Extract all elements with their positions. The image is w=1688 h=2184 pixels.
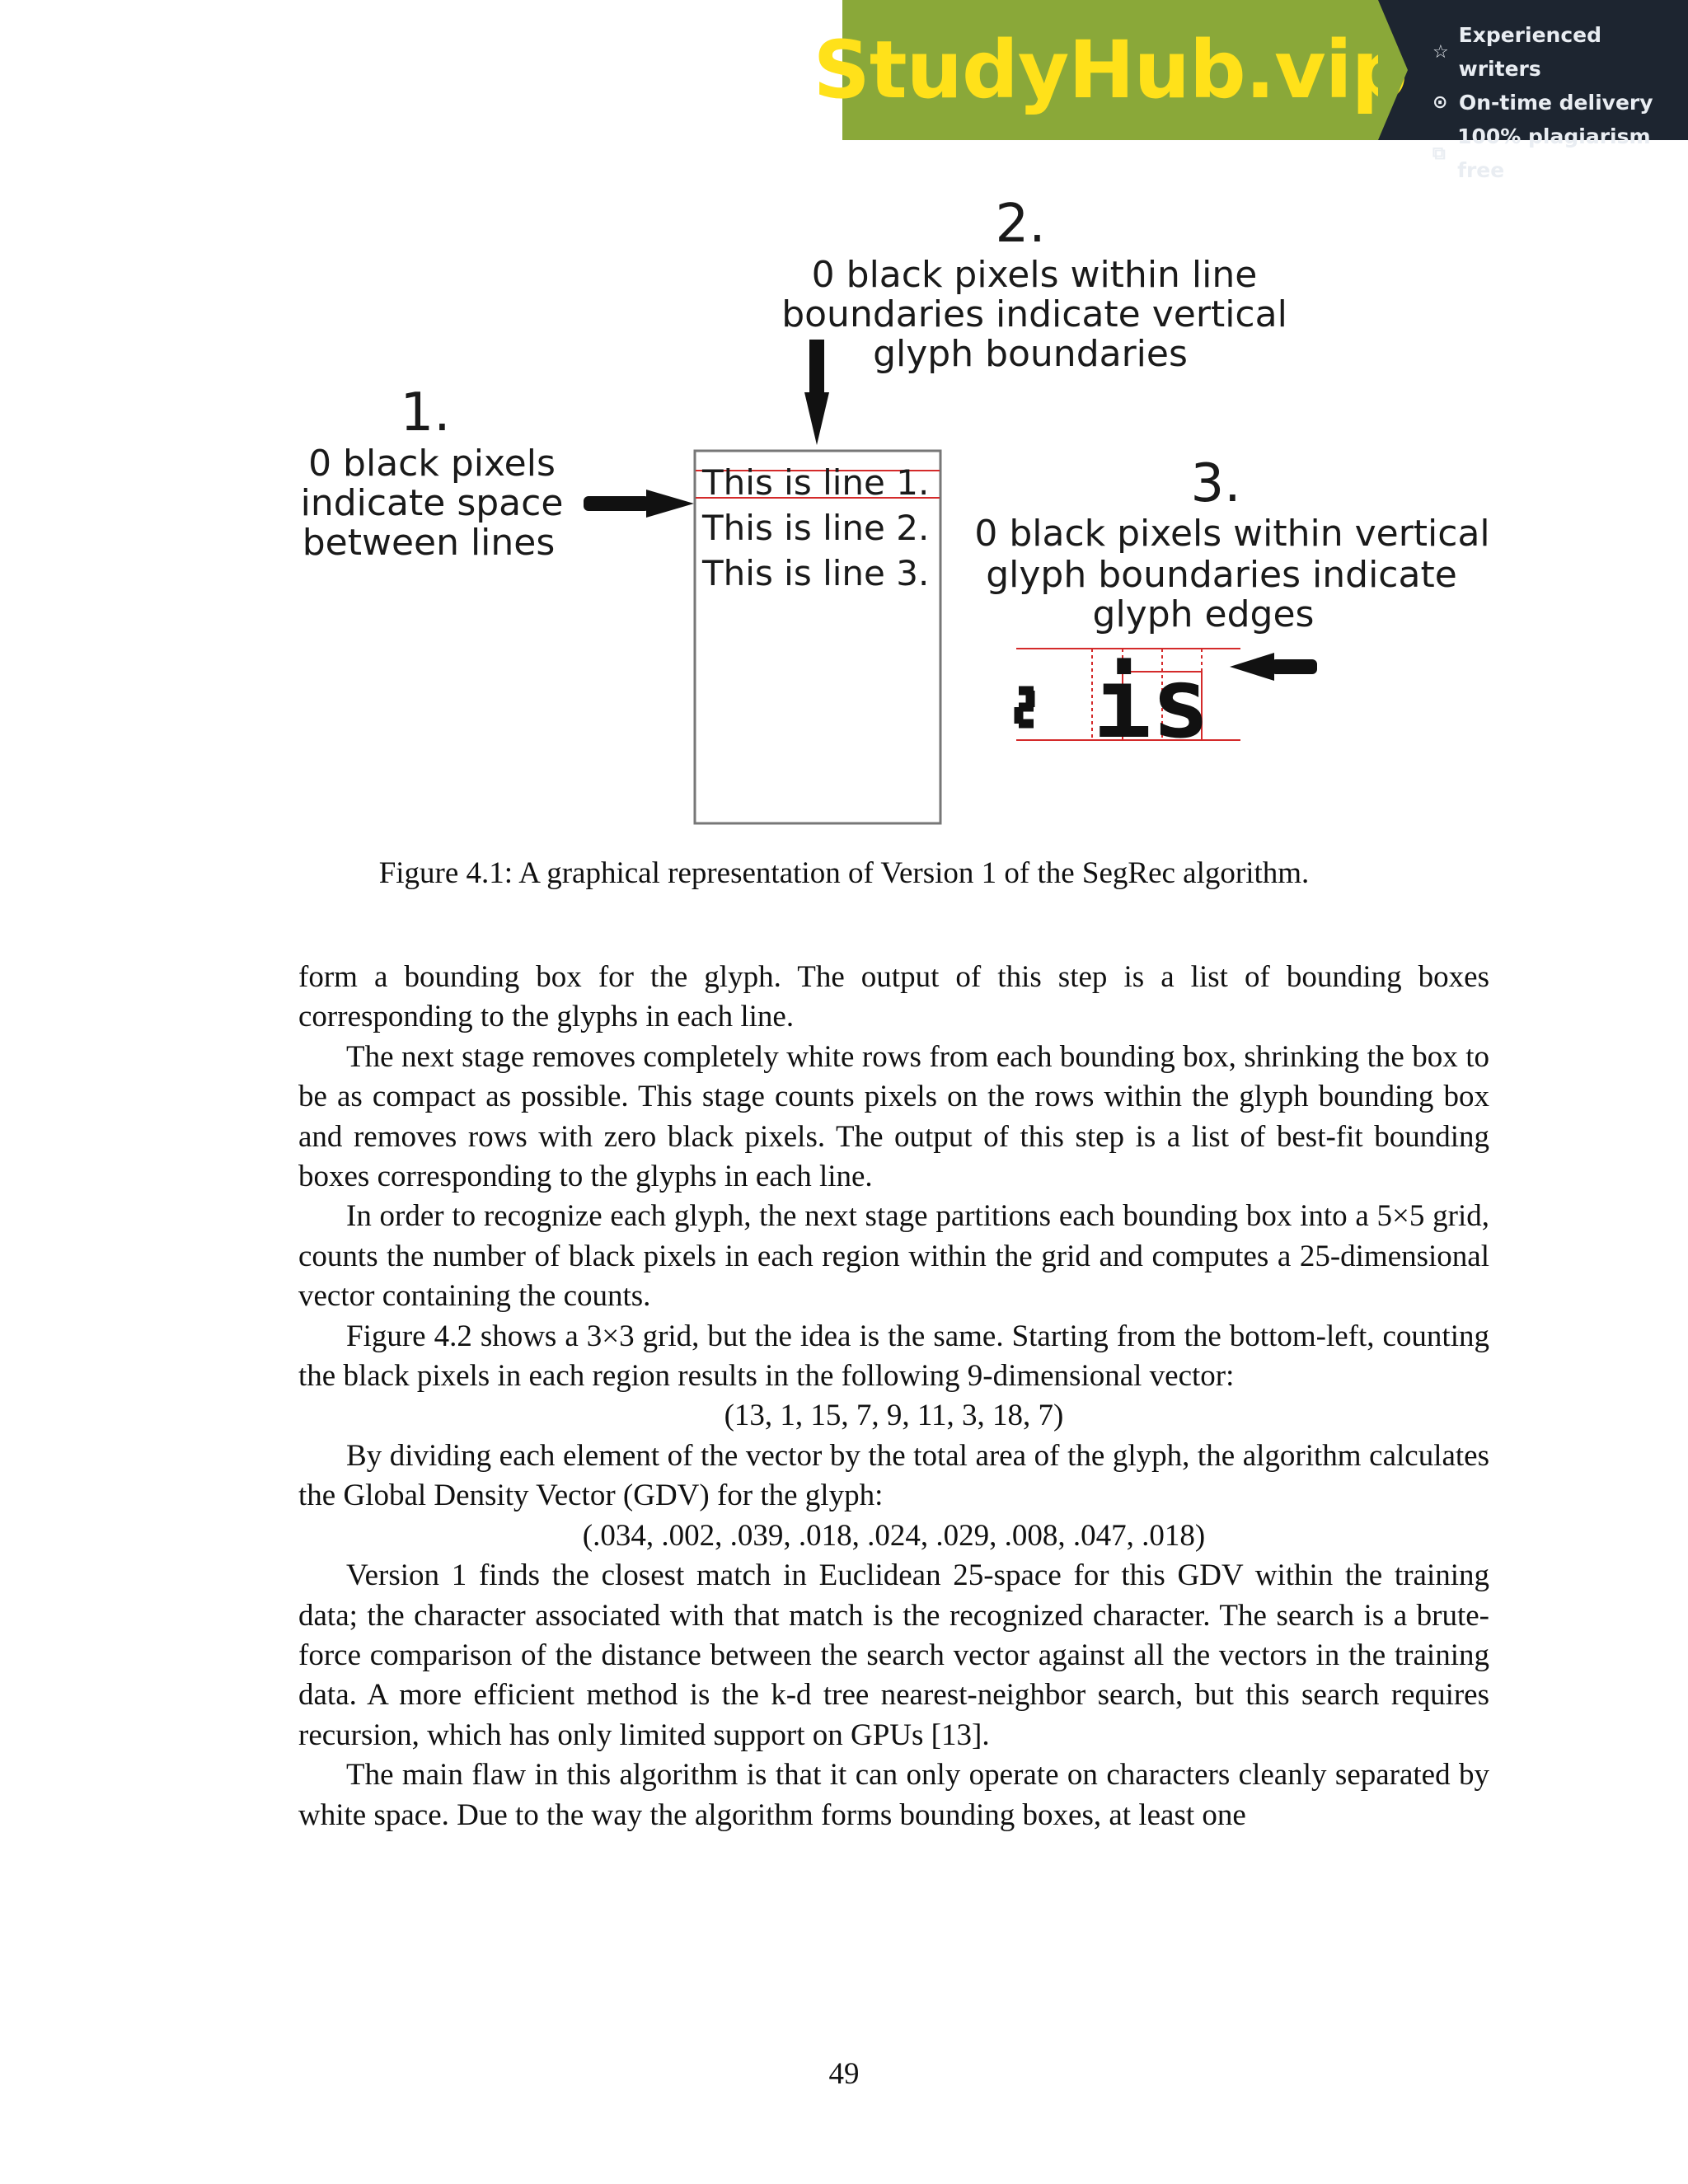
star-icon: ☆ <box>1432 41 1449 63</box>
page-box <box>695 451 940 823</box>
paragraph: The next stage removes completely white rows from each bounding box, shrinking the box to be as compact as possible. This stage counts pixels on the rows within the glyph bounding box and removes rows with zero black pixels. The output of this step is a list of best-fit bounding boxes corresponding to the glyphs in each line. <box>298 1039 1489 1194</box>
step1-line: indicate space <box>300 482 564 524</box>
step2-line: glyph boundaries <box>873 333 1188 375</box>
step1-number: 1. <box>400 382 451 443</box>
banner-feature-text: Experienced writers <box>1458 23 1602 81</box>
step1-arrow-icon <box>584 490 694 518</box>
paragraph: In order to recognize each glyph, the next stage partitions each bounding box into a 5×5 grid, counts the number of black pixels in each region within the grid and computes a 25-dimensional vector containing the counts. <box>298 1199 1489 1314</box>
step3-line: glyph edges <box>1092 593 1315 635</box>
studyhub-logo: StudyHub.vip <box>813 24 1408 116</box>
segrec-figure <box>0 148 1688 841</box>
step2-line: 0 black pixels within line <box>811 254 1258 296</box>
banner-feature-text: On-time delivery <box>1459 91 1653 115</box>
page-number: 49 <box>828 2057 860 2091</box>
equation-count-vector: (13, 1, 15, 7, 9, 11, 3, 18, 7) <box>724 1399 1064 1433</box>
banner-features <box>1378 0 1688 182</box>
equation-gdv-vector: (.034, .002, .039, .018, .024, .029, .008, .047, .018) <box>582 1518 1206 1553</box>
document-copy-icon: ⧉ <box>1432 143 1446 164</box>
zoom-glyph-text: is <box>1093 646 1211 760</box>
paragraph: The main flaw in this algorithm is that it can only operate on characters cleanly separated by white space. Due to the way the algorithm forms bounding boxes, at least one <box>298 1758 1489 1832</box>
step3-arrow-icon <box>1230 653 1317 681</box>
paragraph: By dividing each element of the vector by the total area of the glyph, the algorithm calculates the Global Density Vector (GDV) for the glyph: <box>298 1438 1489 1513</box>
clock-icon: ⊙ <box>1432 92 1448 113</box>
paragraph: form a bounding box for the glyph. The output of this step is a list of bounding boxes corresponding to the glyphs in each line. <box>298 960 1489 1034</box>
paragraph: Version 1 finds the closest match in Euclidean 25-space for this GDV within the training data; the character associated with that match is the recognized character. The search is a brute-force comparison of the distance between the search vector against all the vectors in the training data. A more efficient method is the k-d tree nearest-neighbor search, but this search requires recursion, which has only limited support on GPUs [13]. <box>298 1558 1489 1752</box>
sample-text-line: This is line 1. <box>702 462 930 503</box>
figure-caption: Figure 4.1: A graphical representation of Version 1 of the SegRec algorithm. <box>378 856 1310 890</box>
step2-arrow-icon <box>804 340 829 445</box>
step3-line: glyph boundaries indicate <box>986 554 1457 596</box>
step1-line: 0 black pixels <box>308 443 556 485</box>
banner-logo-panel <box>813 0 1408 140</box>
glyph-zoom-illustration <box>1016 646 1240 760</box>
step3-number: 3. <box>1190 453 1241 514</box>
paragraph: Figure 4.2 shows a 3×3 grid, but the idea is the same. Starting from the bottom-left, counting the black pixels in each region results in the following 9-dimensional vector: <box>298 1319 1489 1394</box>
banner-feature-text: 100% plagiarism free <box>1457 124 1651 182</box>
sample-text-line: This is line 3. <box>702 553 930 593</box>
sample-text-line: This is line 2. <box>702 508 930 548</box>
step3-line: 0 black pixels within vertical <box>974 513 1490 555</box>
step2-number: 2. <box>995 194 1046 255</box>
step1-line: between lines <box>302 522 556 564</box>
banner-feature-writers <box>1432 18 1688 86</box>
step2-line: boundaries indicate vertical <box>781 293 1287 335</box>
body-text <box>298 958 1489 1835</box>
banner-notch <box>1378 0 1408 140</box>
banner-feature-delivery <box>1432 86 1688 120</box>
studyhub-banner[interactable] <box>813 0 1688 182</box>
